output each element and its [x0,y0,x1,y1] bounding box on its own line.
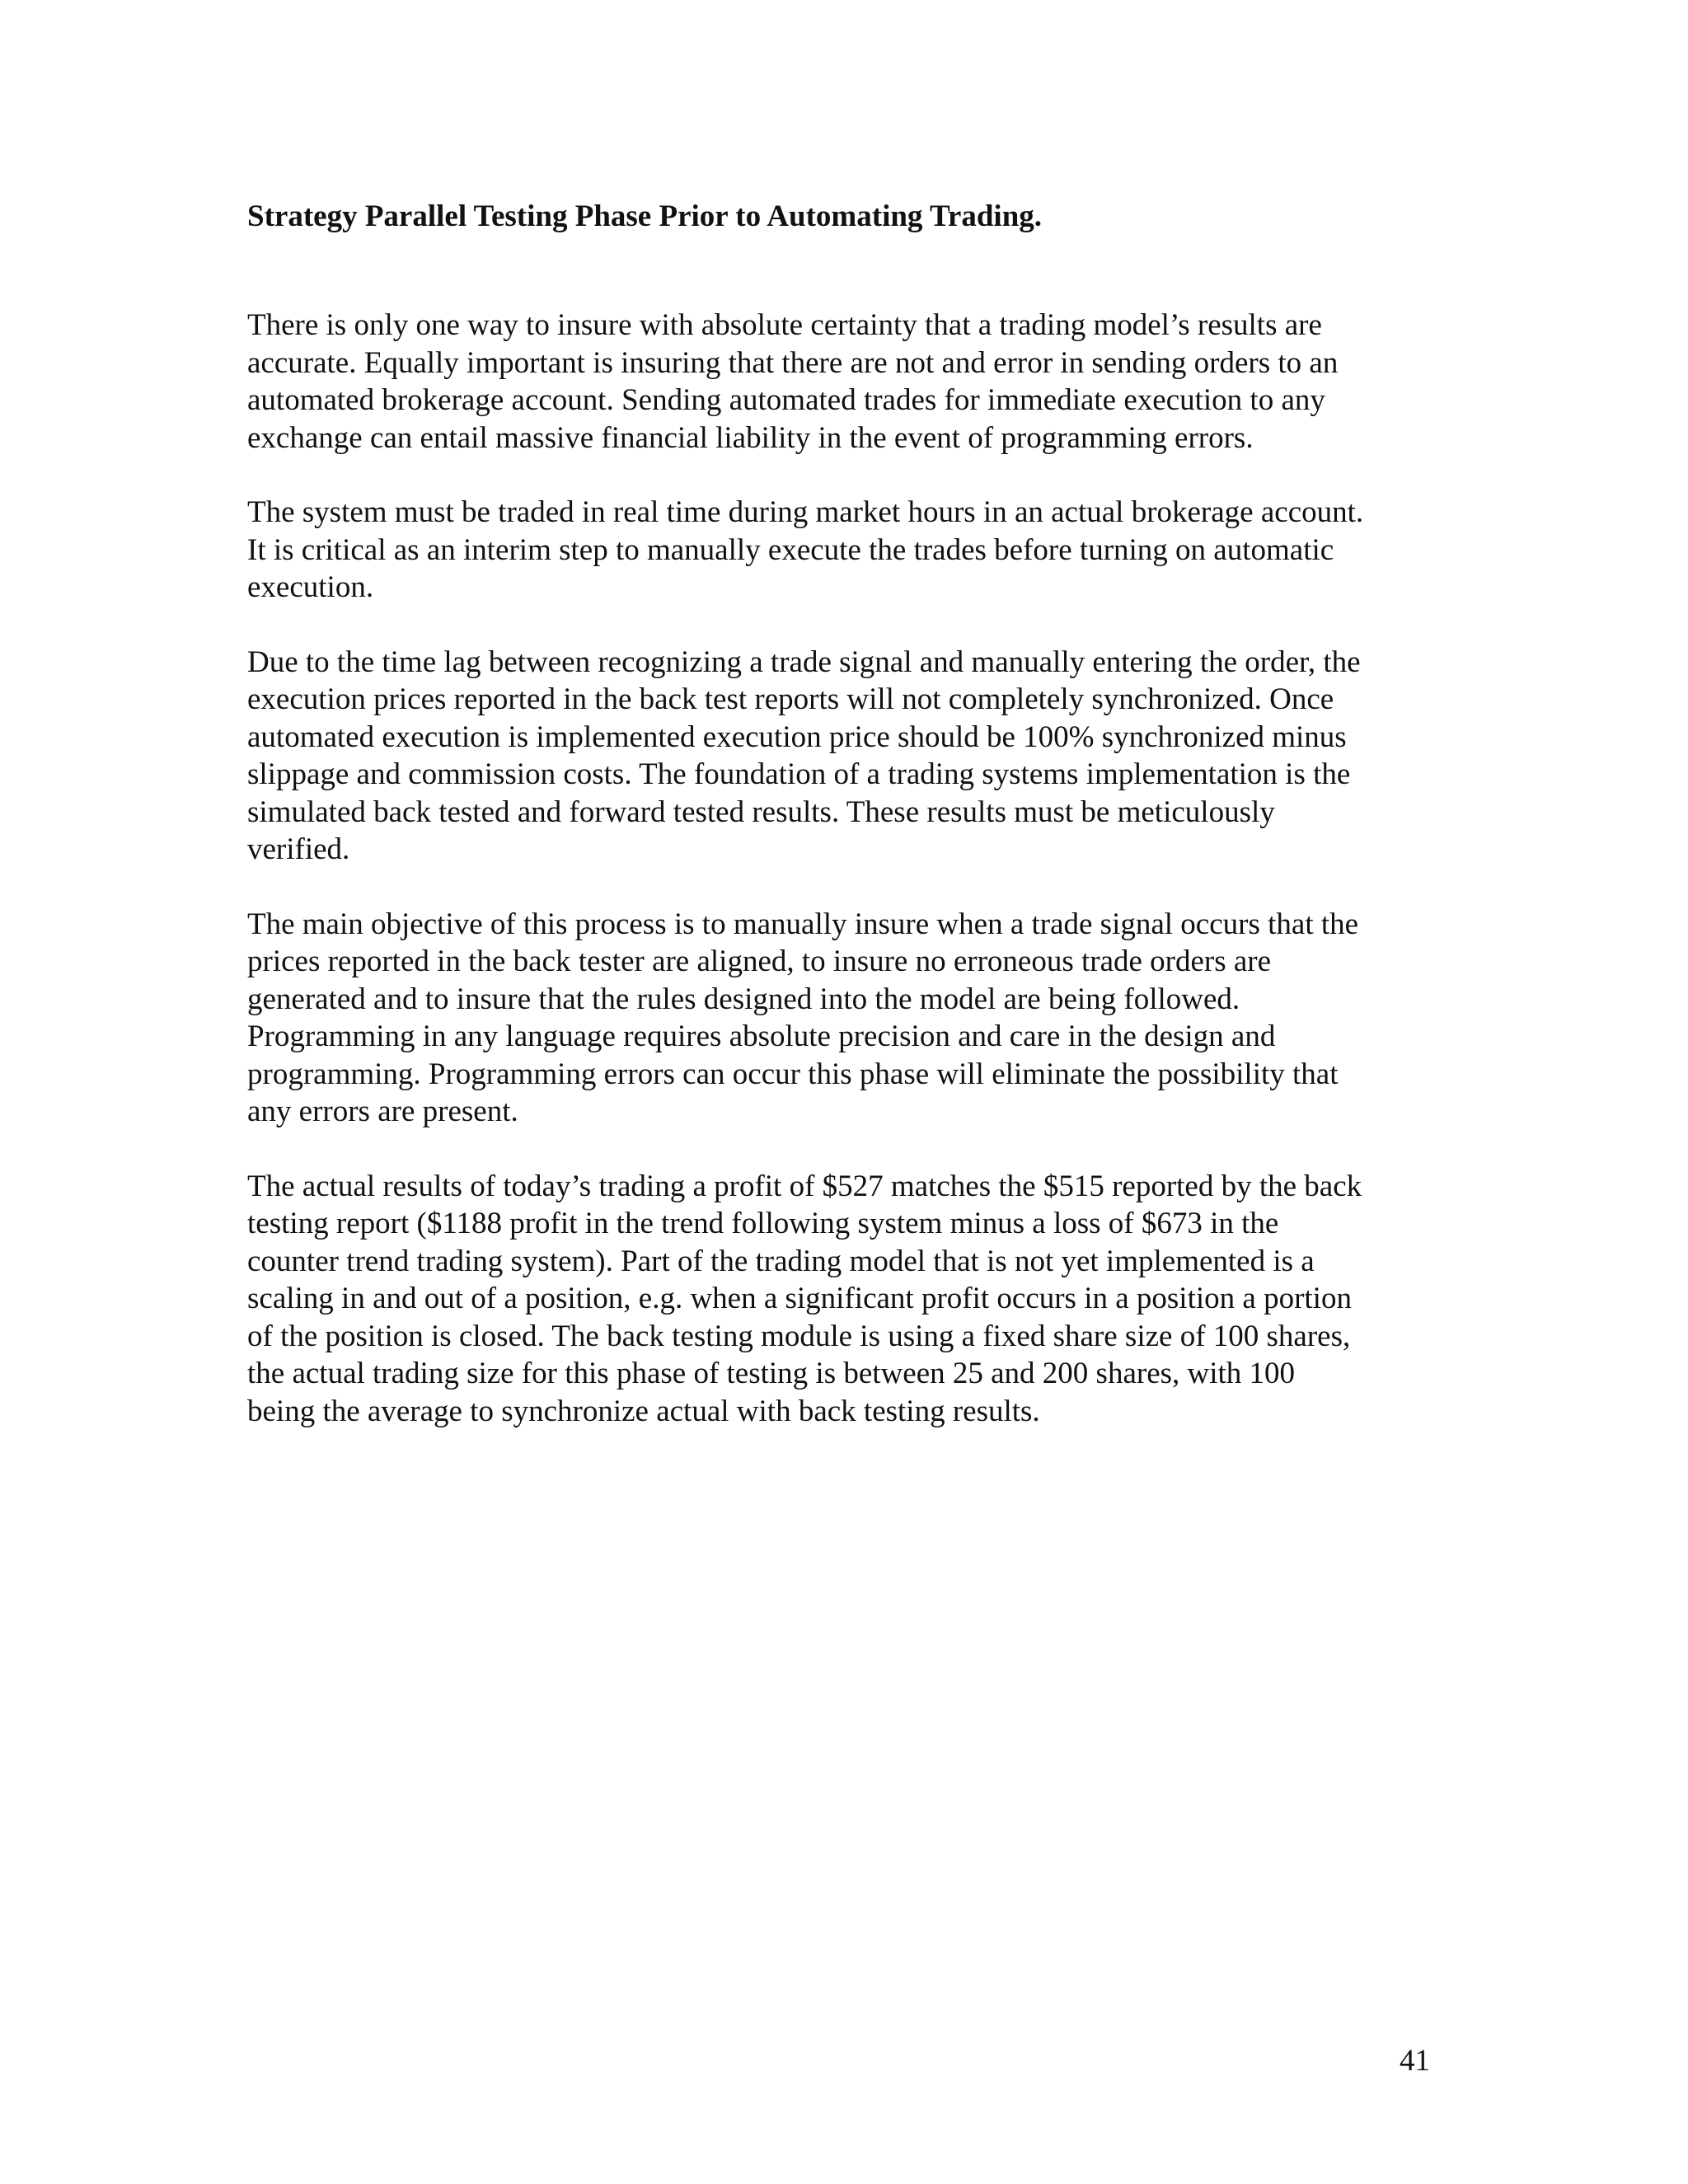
paragraph-line: verified. [247,832,350,866]
paragraph-line: any errors are present. [247,1094,518,1128]
section-heading: Strategy Parallel Testing Phase Prior to Automating Trading. [247,199,1043,233]
page-number: 41 [1400,2044,1430,2078]
page-content [247,198,1451,1467]
paragraph-line: The actual results of today’s trading a profit of $527 matches the $515 reported by the back [247,1169,1362,1203]
paragraph-line: programming. Programming errors can occur this phase will eliminate the possibility that [247,1057,1339,1091]
paragraph-1 [247,307,1451,457]
paragraph-line: It is critical as an interim step to manually execute the trades before turning on automatic [247,532,1334,567]
paragraph-line: automated execution is implemented execution price should be 100% synchronized minus [247,719,1347,754]
paragraph-line: accurate. Equally important is insuring that there are not and error in sending orders to an [247,345,1339,380]
paragraph-line: exchange can entail massive financial liability in the event of programming errors. [247,420,1254,455]
paragraph-line: of the position is closed. The back testing module is using a fixed share size of 100 shares, [247,1319,1351,1353]
paragraph-5 [247,1168,1451,1431]
paragraph-line: The system must be traded in real time during market hours in an actual brokerage account. [247,495,1364,529]
paragraph-line: testing report ($1188 profit in the trend following system minus a loss of $673 in the [247,1207,1279,1240]
paragraph-line: simulated back tested and forward tested results. These results must be meticulously [247,794,1275,829]
paragraph-3 [247,644,1451,869]
paragraph-line: the actual trading size for this phase of testing is between 25 and 200 shares, with 100 [247,1357,1296,1390]
paragraph-line: automated brokerage account. Sending automated trades for immediate execution to any [247,383,1325,417]
paragraph-line: generated and to insure that the rules designed into the model are being followed. [247,982,1240,1016]
paragraph-line: execution prices reported in the back test reports will not completely synchronized. Once [247,682,1334,716]
paragraph-line: The main objective of this process is to manually insure when a trade signal occurs that the [247,907,1359,941]
paragraph-line: being the average to synchronize actual with back testing results. [247,1394,1040,1428]
paragraph-line: Programming in any language requires absolute precision and care in the design and [247,1019,1276,1053]
paragraph-line: slippage and commission costs. The foundation of a trading systems implementation is the [247,757,1351,791]
paragraph-4 [247,906,1451,1131]
paragraph-2 [247,494,1451,607]
paragraph-line: execution. [247,570,374,604]
paragraph-line: prices reported in the back tester are aligned, to insure no erroneous trade orders are [247,944,1272,978]
paragraph-line: There is only one way to insure with absolute certainty that a trading model’s results are [247,308,1322,342]
paragraph-line: counter trend trading system). Part of the trading model that is not yet implemented is a [247,1244,1315,1278]
paragraph-line: Due to the time lag between recognizing a trade signal and manually entering the order, the [247,644,1361,679]
paragraph-line: scaling in and out of a position, e.g. when a significant profit occurs in a position a portion [247,1282,1352,1315]
